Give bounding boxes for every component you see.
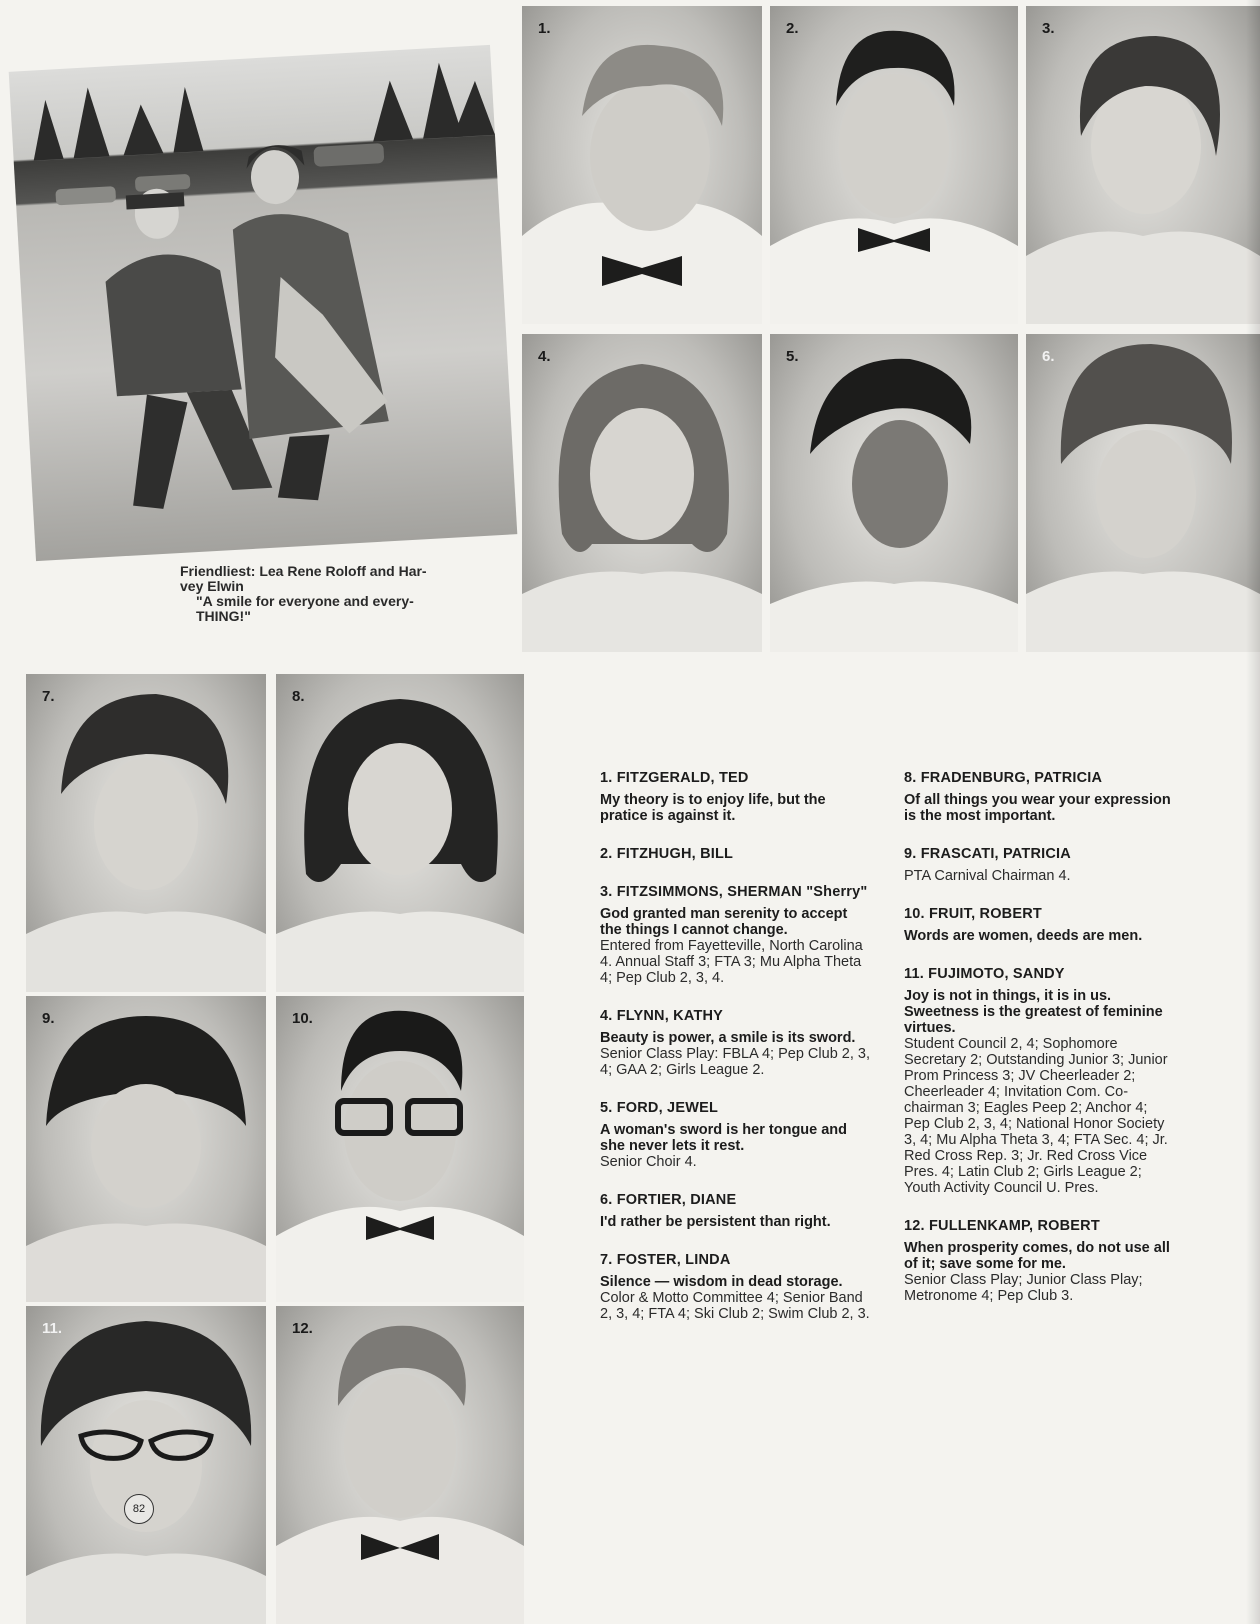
portrait-9-figure: [26, 996, 266, 1302]
entry-6: [600, 1192, 870, 1230]
entry-motto: Silence — wisdom in dead storage.: [600, 1274, 843, 1290]
entry-10: [904, 906, 1174, 944]
entry-activities: Senior Class Play; Junior Class Play; Metronome 4; Pep Club 3.: [904, 1272, 1143, 1304]
entry-motto: My theory is to enjoy life, but the pratice is against it.: [600, 792, 826, 824]
portrait-number: 7.: [42, 688, 55, 705]
caption-line-2: vey Elwin: [180, 578, 244, 594]
entry-name: 4. FLYNN, KATHY: [600, 1008, 724, 1024]
caption-line-1: Friendliest: Lea Rene Roloff and Har-: [180, 563, 427, 579]
portrait-number: 2.: [786, 20, 799, 37]
portrait-number: 8.: [292, 688, 305, 705]
entry-9: [904, 846, 1174, 884]
caption-quote-1: "A smile for everyone and every-: [196, 593, 414, 609]
portrait-7: [26, 674, 266, 992]
entry-motto: When prosperity comes, do not use all of it; save some for me.: [904, 1240, 1170, 1272]
portrait-4: [522, 334, 762, 652]
entry-activities: Color & Motto Committee 4; Senior Band 2, 3, 4; FTA 4; Ski Club 2; Swim Club 2, 3.: [600, 1290, 870, 1322]
portrait-6-figure: [1026, 334, 1260, 652]
portrait-number: 6.: [1042, 348, 1055, 365]
portrait-number: 11.: [42, 1320, 63, 1337]
portrait-2-figure: [770, 6, 1018, 324]
entry-activities: Entered from Fayetteville, North Carolina 4. Annual Staff 3; FTA 3; Mu Alpha Theta 4; Pep Club 2, 3, 4.: [600, 938, 863, 986]
portrait-11-figure: [26, 1306, 266, 1624]
page-binding-shadow: [1246, 0, 1260, 1624]
portrait-6: [1026, 334, 1260, 652]
portrait-number: 12.: [292, 1320, 313, 1337]
entry-name: 11. FUJIMOTO, SANDY: [904, 966, 1065, 982]
entry-3: [600, 884, 870, 986]
portrait-10: [276, 996, 524, 1302]
portrait-number: 10.: [292, 1010, 313, 1027]
entry-name: 5. FORD, JEWEL: [600, 1100, 719, 1116]
entry-motto: God granted man serenity to accept the things I cannot change.: [600, 906, 848, 938]
entries-column-1: [600, 770, 870, 1344]
entries-column-2: [904, 770, 1174, 1326]
portrait-8: [276, 674, 524, 992]
portrait-10-figure: [276, 996, 524, 1302]
portrait-number: 1.: [538, 20, 551, 37]
entry-activities: PTA Carnival Chairman 4.: [904, 868, 1071, 884]
entry-motto: Joy is not in things, it is in us. Sweetness is the greatest of feminine virtues.: [904, 988, 1163, 1036]
entry-name: 8. FRADENBURG, PATRICIA: [904, 770, 1103, 786]
portrait-number: 5.: [786, 348, 799, 365]
entry-5: [600, 1100, 870, 1170]
portrait-5-figure: [770, 334, 1018, 652]
portrait-11: [26, 1306, 266, 1624]
entry-11: [904, 966, 1174, 1196]
portrait-1-figure: [522, 6, 762, 324]
entry-2: [600, 846, 870, 862]
portrait-number: 9.: [42, 1010, 55, 1027]
portrait-1: [522, 6, 762, 324]
candid-photo: [9, 45, 518, 561]
entry-name: 7. FOSTER, LINDA: [600, 1252, 731, 1268]
portrait-8-figure: [276, 674, 524, 992]
portrait-3-figure: [1026, 6, 1260, 324]
portrait-9: [26, 996, 266, 1302]
entry-activities: Senior Choir 4.: [600, 1154, 697, 1170]
entry-4: [600, 1008, 870, 1078]
portrait-number: 4.: [538, 348, 551, 365]
entry-motto: I'd rather be persistent than right.: [600, 1214, 831, 1230]
candid-photo-figures: [9, 45, 518, 561]
entry-name: 9. FRASCATI, PATRICIA: [904, 846, 1071, 862]
entry-name: 6. FORTIER, DIANE: [600, 1192, 737, 1208]
entry-7: [600, 1252, 870, 1322]
entry-motto: Of all things you wear your expression is the most important.: [904, 792, 1171, 824]
entry-activities: Student Council 2, 4; Sophomore Secretary 2; Outstanding Junior 3; Junior Prom Princess 3; JV Cheerleader 2; Cheerleader 4; Invitation Com. Co-chairman 3; Eagles Peep 2; Anchor 4; Pep Club 2, 3, 4; National Honor Society 3, 4; Mu Alpha Theta 3, 4; FTA Sec. 4; Jr. Red Cross Rep. 3; Jr. Red Cross Vice Pres. 4; Latin Club 2; Girls League 2; Youth Activity Council U. Pres.: [904, 1036, 1168, 1196]
entry-1: [600, 770, 870, 824]
entry-name: 3. FITZSIMMONS, SHERMAN "Sherry": [600, 884, 868, 900]
entry-activities: Senior Class Play: FBLA 4; Pep Club 2, 3, 4; GAA 2; Girls League 2.: [600, 1046, 870, 1078]
entry-8: [904, 770, 1174, 824]
portrait-5: [770, 334, 1018, 652]
page-number: 82: [124, 1494, 154, 1524]
portrait-12-figure: [276, 1306, 524, 1624]
entry-motto: Words are women, deeds are men.: [904, 928, 1143, 944]
portrait-4-figure: [522, 334, 762, 652]
entry-12: [904, 1218, 1174, 1304]
entry-name: 1. FITZGERALD, TED: [600, 770, 749, 786]
portrait-7-figure: [26, 674, 266, 992]
entry-motto: A woman's sword is her tongue and she never lets it rest.: [600, 1122, 848, 1154]
entry-name: 2. FITZHUGH, BILL: [600, 846, 734, 862]
portrait-number: 3.: [1042, 20, 1055, 37]
entry-name: 12. FULLENKAMP, ROBERT: [904, 1218, 1100, 1234]
portrait-3: [1026, 6, 1260, 324]
portrait-12: [276, 1306, 524, 1624]
candid-photo-caption: [180, 564, 480, 624]
entry-name: 10. FRUIT, ROBERT: [904, 906, 1042, 922]
caption-quote-2: THING!": [196, 608, 251, 624]
entry-motto: Beauty is power, a smile is its sword.: [600, 1030, 856, 1046]
portrait-2: [770, 6, 1018, 324]
